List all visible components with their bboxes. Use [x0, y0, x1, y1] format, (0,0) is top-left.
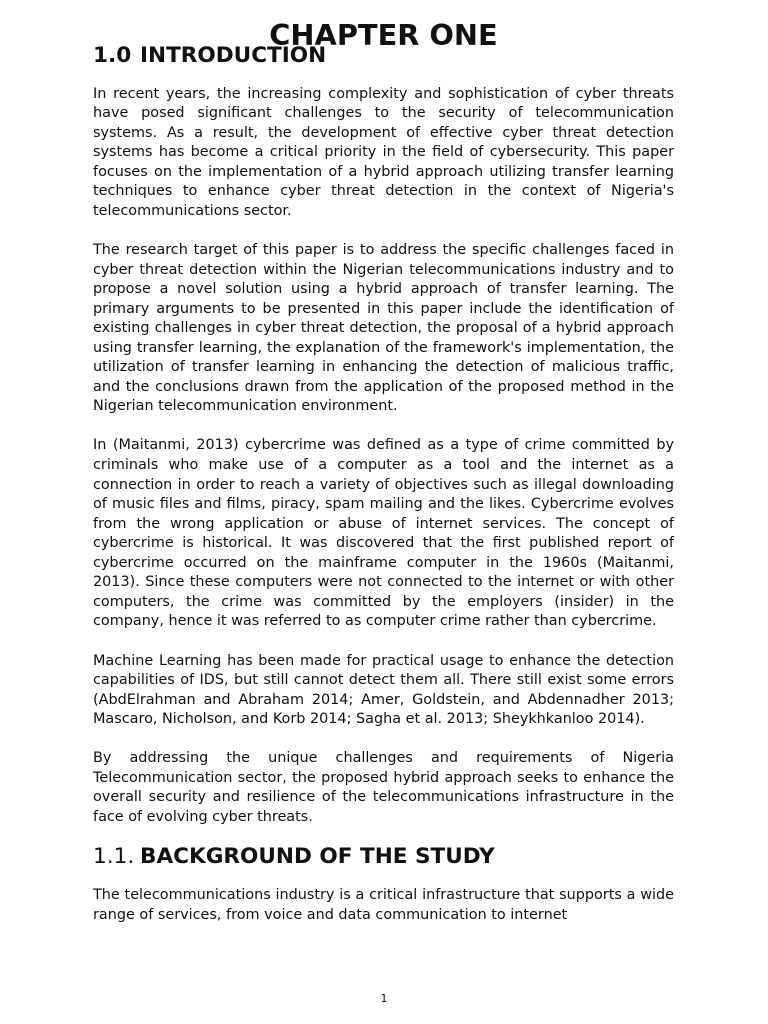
chapter-title: CHAPTER ONE [269, 18, 498, 52]
paragraph-intro-5: By addressing the unique challenges and requirements of Nigeria Telecommunication sector, the proposed hybrid approach seeks to enhance the overall security and resilience of the telecommunications infrastructure in the face of evolving cyber threats. [93, 750, 674, 825]
section-number: 1.0 [93, 42, 132, 68]
paragraph-intro-3: In (Maitanmi, 2013) cybercrime was defined as a type of crime committed by criminals who make use of a computer as a tool and the internet as a connection in order to reach a variety of objectives such as illegal downloading of music files and films, piracy, spam mailing and the likes. Cybercrime evolves from the wrong application or abuse of internet services. The concept of cybercrime is historical. It was discovered that the first published report of cybercrime occurred on the mainframe computer in the 1960s (Maitanmi, 2013). Since these computers were not connected to the internet or with other computers, the crime was committed by the employers (insider) in the company, hence it was referred to as computer crime rather than cybercrime. [93, 437, 674, 630]
spacer [93, 867, 674, 887]
paragraph-intro-4: Machine Learning has been made for practical usage to enhance the detection capabilities of IDS, but still cannot detect them all. There still exist some errors (AbdElrahman and Abraham 2014; Amer, Goldstein, and Abdennadher 2013; Mascaro, Nicholson, and Korb 2014; Sagha et al. 2013; Sheykhkanloo 2014). [93, 652, 674, 728]
spacer [93, 632, 674, 652]
section-title: BACKGROUND OF THE STUDY [140, 843, 495, 869]
spacer [93, 730, 674, 750]
paragraph-intro-2: The research target of this paper is to address the specific challenges faced in cyber threat detection within the Nigerian telecommunications industry and to propose a novel solution using a hybrid approach of transfer learning. The primary arguments to be presented in this paper include the identification of existing challenges in cyber threat detection, the proposal of a hybrid approach using transfer learning, the explanation of the framework's implementation, the utilization of transfer learning in enhancing the detection of malicious traffic, and the conclusions drawn from the application of the proposed method in the Nigerian telecommunication environment. [93, 242, 674, 415]
spacer [93, 65, 674, 85]
spacer [93, 221, 674, 241]
spacer [93, 417, 674, 437]
section-title: INTRODUCTION [140, 42, 327, 68]
page-content [93, 18, 674, 925]
section-number: 1.1. [93, 843, 135, 869]
section-heading-background [93, 843, 674, 869]
page-number: 1 [380, 992, 388, 1005]
paragraph-intro-1: In recent years, the increasing complexity and sophistication of cyber threats have posed significant challenges to the security of telecommunication systems. As a result, the development of effective cyber threat detection systems has become a critical priority in the field of cybersecurity. This paper focuses on the implementation of a hybrid approach utilizing transfer learning techniques to enhance cyber threat detection in the context of Nigeria's telecommunications sector. [93, 85, 674, 219]
paragraph-background-1: The telecommunications industry is a critical infrastructure that supports a wide range of services, from voice and data communication to internet [93, 887, 674, 923]
